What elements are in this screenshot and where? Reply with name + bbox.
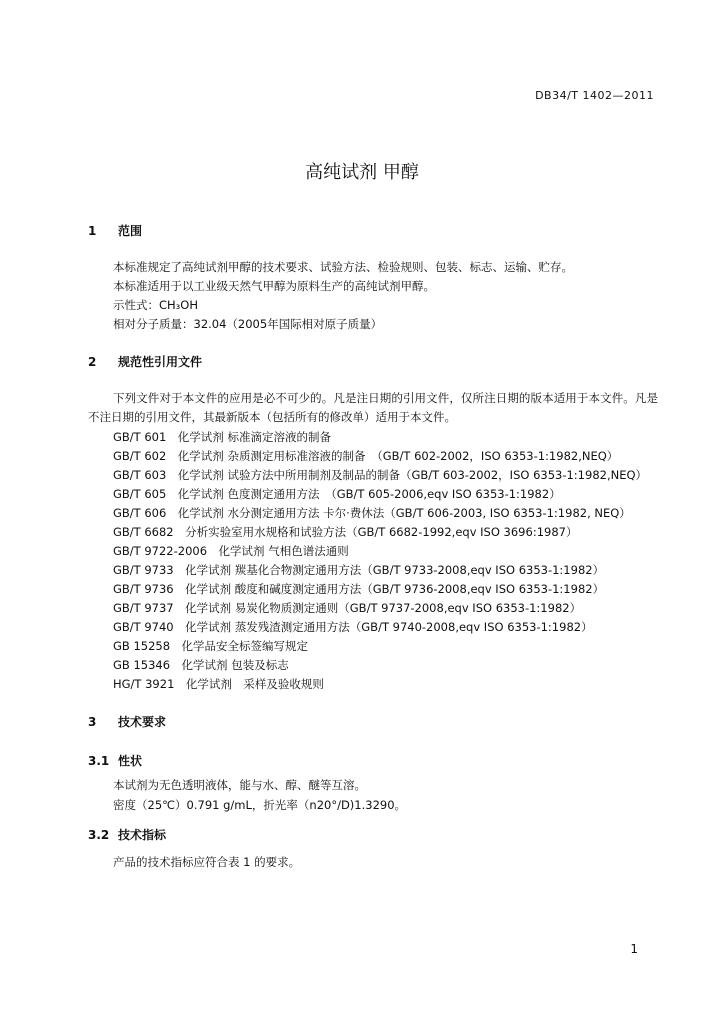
intro-paragraph: 下列文件对于本文件的应用是必不可少的。凡是注日期的引用文件，仅所注日期的版本适用于本文件。凡是不注日期的引用文件，其最新版本（包括所有的修改单）适用于本文件。 [88,391,658,424]
reference-item: GB/T 9736 化学试剂 酸度和碱度测定通用方法（GB/T 9736-2008,eqv ISO 6353-1:1982） [113,582,605,596]
subsection-3-1-heading [88,752,142,769]
text-line: 相对分子质量：32.04（2005年国际相对原子质量） [113,317,383,331]
reference-item: GB/T 601 化学试剂 标准滴定溶液的制备 [113,430,331,444]
page-number: 1 [630,942,638,956]
reference-item: GB/T 9722-2006 化学试剂 气相色谱法通则 [113,544,349,558]
reference-item: GB/T 606 化学试剂 水分测定通用方法 卡尔·费休法（GB/T 606-2003, ISO 6353-1:1982, NEQ） [113,506,631,520]
subsection-3-2-heading [88,826,166,843]
subsection-title: 技术指标 [118,828,167,842]
section-title: 规范性引用文件 [118,355,203,369]
reference-item: HG/T 3921 化学试剂 采样及验收规则 [113,677,324,691]
standard-code: DB34/T 1402—2011 [535,89,654,102]
text-line: 示性式：CH₃OH [113,298,198,312]
reference-item: GB/T 605 化学试剂 色度测定通用方法 （GB/T 605-2006,eqv ISO 6353-1:1982） [113,487,561,501]
section-number: 1 [88,224,97,238]
section-3-heading [88,713,166,730]
section-title: 范围 [118,224,143,238]
reference-item: GB/T 603 化学试剂 试验方法中所用制剂及制品的制备（GB/T 603-2002，ISO 6353-1:1982,NEQ） [113,468,648,482]
reference-item: GB/T 602 化学试剂 杂质测定用标准溶液的制备 （GB/T 602-2002，ISO 6353-1:1982,NEQ） [113,449,619,463]
text-line: 本标准适用于以工业级天然气甲醇为原料生产的高纯试剂甲醇。 [113,279,435,293]
reference-item: GB 15258 化学品安全标签编写规定 [113,639,309,653]
document-title: 高纯试剂 甲醇 [305,162,419,183]
text-line: 本试剂为无色透明液体，能与水、醇、醚等互溶。 [113,778,366,792]
section-1-heading [88,222,142,239]
section-title: 技术要求 [118,715,167,729]
section-2-heading [88,353,202,370]
text-line: 产品的技术指标应符合表 1 的要求。 [113,855,301,869]
reference-item: GB 15346 化学试剂 包装及标志 [113,658,289,672]
subsection-title: 性状 [118,754,143,768]
reference-item: GB/T 9737 化学试剂 易炭化物质测定通则（GB/T 9737-2008,eqv ISO 6353-1:1982） [113,601,582,615]
subsection-number: 3.2 [88,828,110,842]
subsection-number: 3.1 [88,754,110,768]
reference-item: GB/T 9740 化学试剂 蒸发残渣测定通用方法（GB/T 9740-2008,eqv ISO 6353-1:1982） [113,620,593,634]
reference-item: GB/T 6682 分析实验室用水规格和试验方法（GB/T 6682-1992,eqv ISO 3696:1987） [113,525,578,539]
section-number: 3 [88,715,97,729]
reference-item: GB/T 9733 化学试剂 羰基化合物测定通用方法（GB/T 9733-2008,eqv ISO 6353-1:1982） [113,563,605,577]
text-line: 密度（25℃）0.791 g/mL，折光率（n20°/D)1.3290。 [113,798,407,812]
section-number: 2 [88,355,97,369]
text-line: 本标准规定了高纯试剂甲醇的技术要求、试验方法、检验规则、包装、标志、运输、贮存。 [113,260,573,274]
